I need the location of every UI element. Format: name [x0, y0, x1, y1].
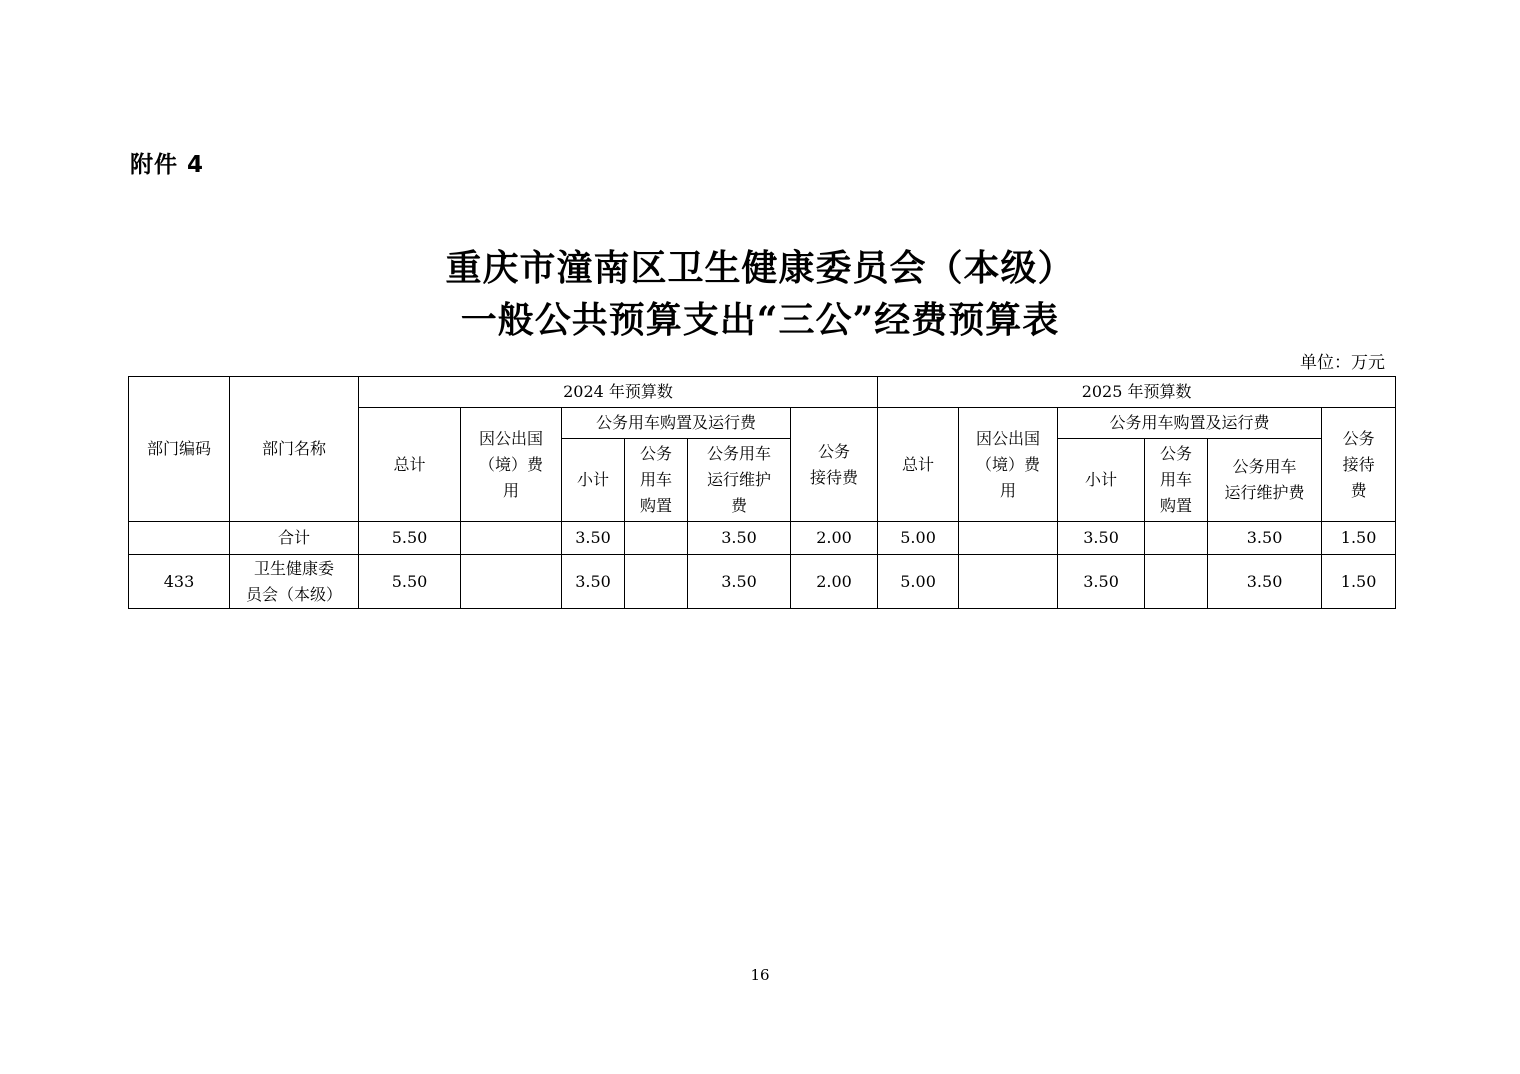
cell-value: 3.50: [562, 522, 625, 555]
cell-value: [959, 522, 1058, 555]
header-subtotal-2025: 小计: [1058, 439, 1145, 522]
cell-value: 1.50: [1322, 555, 1396, 609]
cell-value: [461, 555, 562, 609]
header-maintenance-2024: 公务用车 运行维护 费: [688, 439, 791, 522]
cell-value: 5.50: [359, 522, 461, 555]
cell-value: 5.00: [878, 522, 959, 555]
header-vehicle-group-2025: 公务用车购置及运行费: [1058, 408, 1322, 439]
header-vehicle-group-2024: 公务用车购置及运行费: [562, 408, 791, 439]
cell-value: 2.00: [791, 522, 878, 555]
cell-value: [625, 522, 688, 555]
cell-value: 3.50: [562, 555, 625, 609]
header-abroad-2025: 因公出国 （境）费 用: [959, 408, 1058, 522]
header-year-2024: 2024 年预算数: [359, 377, 878, 408]
attachment-label: 附件 4: [130, 152, 205, 178]
cell-value: 1.50: [1322, 522, 1396, 555]
cell-code: [129, 522, 230, 555]
cell-value: 3.50: [688, 522, 791, 555]
cell-name: 卫生健康委 员会（本级）: [230, 555, 359, 609]
header-dept-code: 部门编码: [129, 377, 230, 522]
header-subtotal-2024: 小计: [562, 439, 625, 522]
cell-value: 2.00: [791, 555, 878, 609]
unit-label: 单位：万元: [1300, 353, 1385, 373]
cell-value: 3.50: [1058, 555, 1145, 609]
budget-table: [128, 376, 1396, 609]
page-title-line2: 一般公共预算支出“三公”经费预算表: [460, 299, 1060, 341]
cell-value: 5.00: [878, 555, 959, 609]
page-number: 16: [750, 966, 770, 984]
cell-value: [625, 555, 688, 609]
header-total-2025: 总计: [878, 408, 959, 522]
cell-value: [461, 522, 562, 555]
cell-value: 3.50: [1058, 522, 1145, 555]
cell-name: 合计: [230, 522, 359, 555]
header-reception-2025: 公务 接待 费: [1322, 408, 1396, 522]
cell-value: [1145, 522, 1208, 555]
page-title-line1: 重庆市潼南区卫生健康委员会（本级）: [445, 247, 1075, 289]
header-abroad-2024: 因公出国 （境）费 用: [461, 408, 562, 522]
header-reception-2024: 公务 接待费: [791, 408, 878, 522]
cell-value: 5.50: [359, 555, 461, 609]
cell-value: [959, 555, 1058, 609]
header-dept-name: 部门名称: [230, 377, 359, 522]
table-row: [129, 555, 1396, 609]
table-row-total: [129, 522, 1396, 555]
cell-value: [1145, 555, 1208, 609]
header-year-2025: 2025 年预算数: [878, 377, 1396, 408]
cell-value: 3.50: [1208, 555, 1322, 609]
cell-code: 433: [129, 555, 230, 609]
cell-value: 3.50: [688, 555, 791, 609]
header-purchase-2025: 公务 用车 购置: [1145, 439, 1208, 522]
cell-value: 3.50: [1208, 522, 1322, 555]
header-total-2024: 总计: [359, 408, 461, 522]
header-maintenance-2025: 公务用车 运行维护费: [1208, 439, 1322, 522]
header-purchase-2024: 公务 用车 购置: [625, 439, 688, 522]
